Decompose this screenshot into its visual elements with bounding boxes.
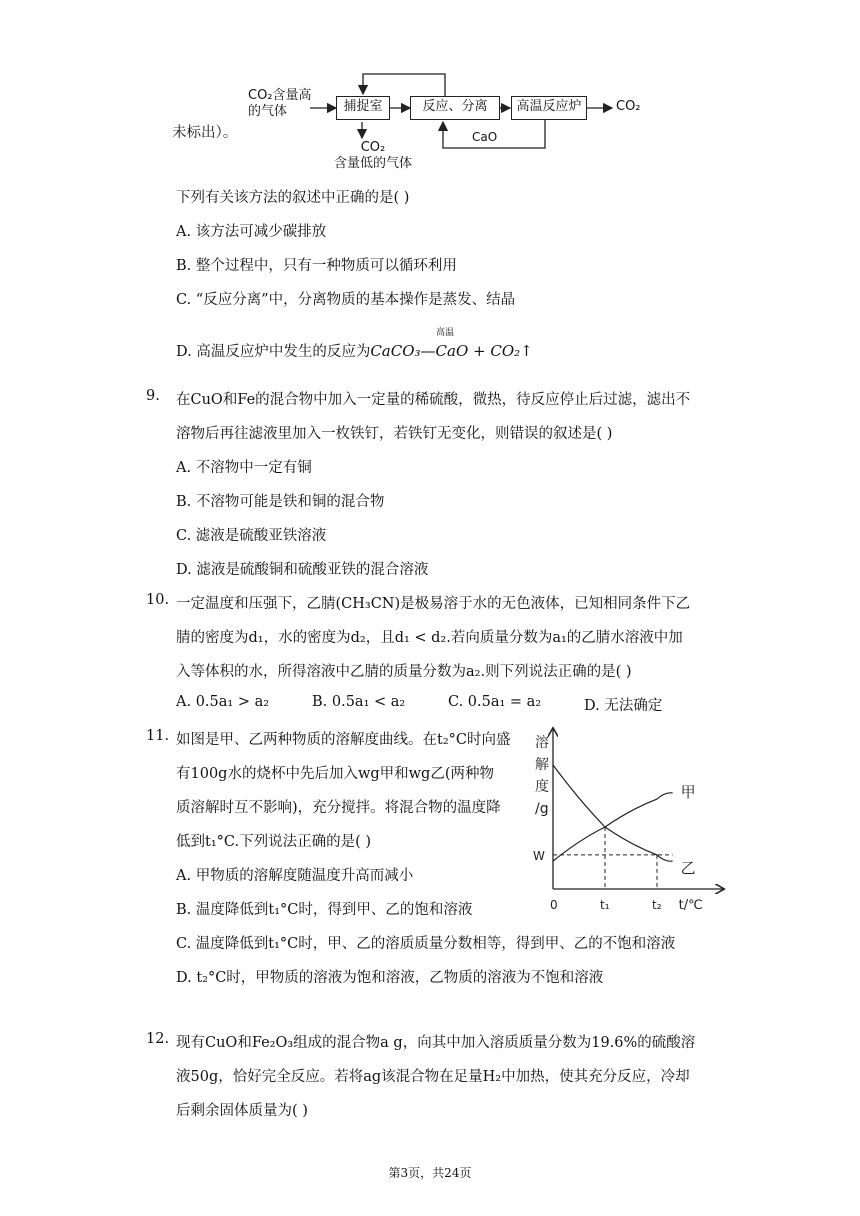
chart-series-label: 乙 <box>680 859 696 878</box>
flow-tail-text: 未标出）。 <box>172 125 238 141</box>
q11-line4: 低到t₁°C.下列说法正确的是( ) <box>176 834 371 850</box>
chart-x-tick-label: 0 <box>550 898 558 912</box>
solubility-chart <box>525 725 735 920</box>
q8-option-a: A. 该方法可减少碳排放 <box>176 224 327 240</box>
q11-option-a: A. 甲物质的溶解度随温度升高而减小 <box>176 868 414 884</box>
q8-option-c: C. “反应分离”中，分离物质的基本操作是蒸发、结晶 <box>176 292 516 308</box>
q10-line3: 入等体积的水，所得溶液中乙腈的质量分数为a₂.则下列说法正确的是( ) <box>176 664 632 680</box>
q12-line1: 现有CuO和Fe₂O₃组成的混合物a g，向其中加入溶质质量分数为19.6%的硫酸溶 <box>176 1035 696 1051</box>
q11-option-c: C. 温度降低到t₁°C时，甲、乙的溶质质量分数相等，得到甲、乙的不饱和溶液 <box>176 936 676 952</box>
q10-option-a: A. 0.5a₁ > a₂ <box>176 694 270 710</box>
chart-series-line-2 <box>553 765 673 861</box>
chart-y-tick-label: W <box>533 848 545 863</box>
flow-box-reaction: 反应、分离 <box>410 96 500 120</box>
flow-low-line1: CO₂ <box>360 140 386 155</box>
q11-line3: 质溶解时互不影响)，充分搅拌。将混合物的温度降 <box>176 800 501 816</box>
flow-box-furnace: 高温反应炉 <box>511 96 587 120</box>
q10-option-d: D. 无法确定 <box>584 698 663 714</box>
flow-low-label <box>328 140 418 172</box>
chart-series-line-1 <box>553 793 673 861</box>
chart-x-tick-label: t₁ <box>600 898 610 912</box>
q10-line2: 腈的密度为d₁，水的密度为d₂，且d₁ < d₂.若向质量分数为a₁的乙腈水溶液中加 <box>176 630 683 646</box>
chart-ylabel-char: 溶 <box>535 735 549 751</box>
q8-option-b: B. 整个过程中，只有一种物质可以循环利用 <box>176 258 457 274</box>
q9-option-d: D. 滤液是硫酸铜和硫酸亚铁的混合溶液 <box>176 562 429 578</box>
flow-input-label <box>248 88 312 120</box>
q8-option-d-formula: CaCO₃—CaO + CO₂↑ <box>370 342 533 360</box>
flow-input-line1: CO₂含量高 <box>248 88 312 103</box>
q11-option-d: D. t₂°C时，甲物质的溶液为饱和溶液，乙物质的溶液为不饱和溶液 <box>176 970 604 986</box>
q11-line2: 有100g水的烧杯中先后加入wg甲和wg乙(两种物 <box>176 766 495 782</box>
q11-line1: 如图是甲、乙两种物质的溶解度曲线。在t₂°C时向盛 <box>176 732 511 748</box>
flow-arrows <box>240 68 660 180</box>
q12-line3: 后剩余固体质量为( ) <box>176 1103 308 1119</box>
page-footer: 第3页，共24页 <box>388 1166 472 1180</box>
q10-line1: 一定温度和压强下，乙腈(CH₃CN)是极易溶于水的无色液体，已知相同条件下乙 <box>176 596 691 612</box>
q9-option-b: B. 不溶物可能是铁和铜的混合物 <box>176 494 385 510</box>
q9-line1: 在CuO和Fe的混合物中加入一定量的稀硫酸，微热，待反应停止后过滤，滤出不 <box>176 392 691 408</box>
flow-output-label: CO₂ <box>616 99 641 114</box>
q9-option-c: C. 滤液是硫酸亚铁溶液 <box>176 528 327 544</box>
q8-option-d <box>176 340 533 361</box>
chart-x-tick-label: t₂ <box>652 898 662 912</box>
chart-ylabel-char: /g <box>535 801 549 817</box>
chart-ylabel-char: 度 <box>535 779 549 795</box>
flow-input-line2: 的气体 <box>248 104 288 119</box>
q10-option-b: B. 0.5a₁ < a₂ <box>312 694 406 710</box>
chart-ylabel-char: 解 <box>535 757 549 773</box>
q9-number: 9. <box>146 388 160 404</box>
chart-x-axis-label: t/℃ <box>678 898 703 913</box>
q11-option-b: B. 温度降低到t₁°C时，得到甲、乙的饱和溶液 <box>176 902 473 918</box>
chart-ylabel <box>535 734 549 817</box>
chart-series-label: 甲 <box>680 782 696 801</box>
flow-low-line2: 含量低的气体 <box>333 156 412 171</box>
q8-stem: 下列有关该方法的叙述中正确的是( ) <box>176 190 410 206</box>
q8-option-d-text: D. 高温反应炉中发生的反应为 <box>176 344 371 360</box>
q11-number: 11. <box>146 728 170 744</box>
q9-option-a: A. 不溶物中一定有铜 <box>176 460 312 476</box>
q12-number: 12. <box>146 1031 170 1047</box>
q9-line2: 溶物后再往滤液里加入一枚铁钉，若铁钉无变化，则错误的叙述是( ) <box>176 426 613 442</box>
flow-cao-label: CaO <box>472 130 498 144</box>
q12-line2: 液50g，恰好完全反应。若将ag该混合物在足量H₂中加热，使其充分反应，冷却 <box>176 1069 690 1085</box>
q8-condition-label: 高温 <box>436 328 455 338</box>
flow-box-capture: 捕捉室 <box>336 96 390 120</box>
q10-option-c: C. 0.5a₁ = a₂ <box>448 694 542 710</box>
q10-number: 10. <box>146 592 170 608</box>
